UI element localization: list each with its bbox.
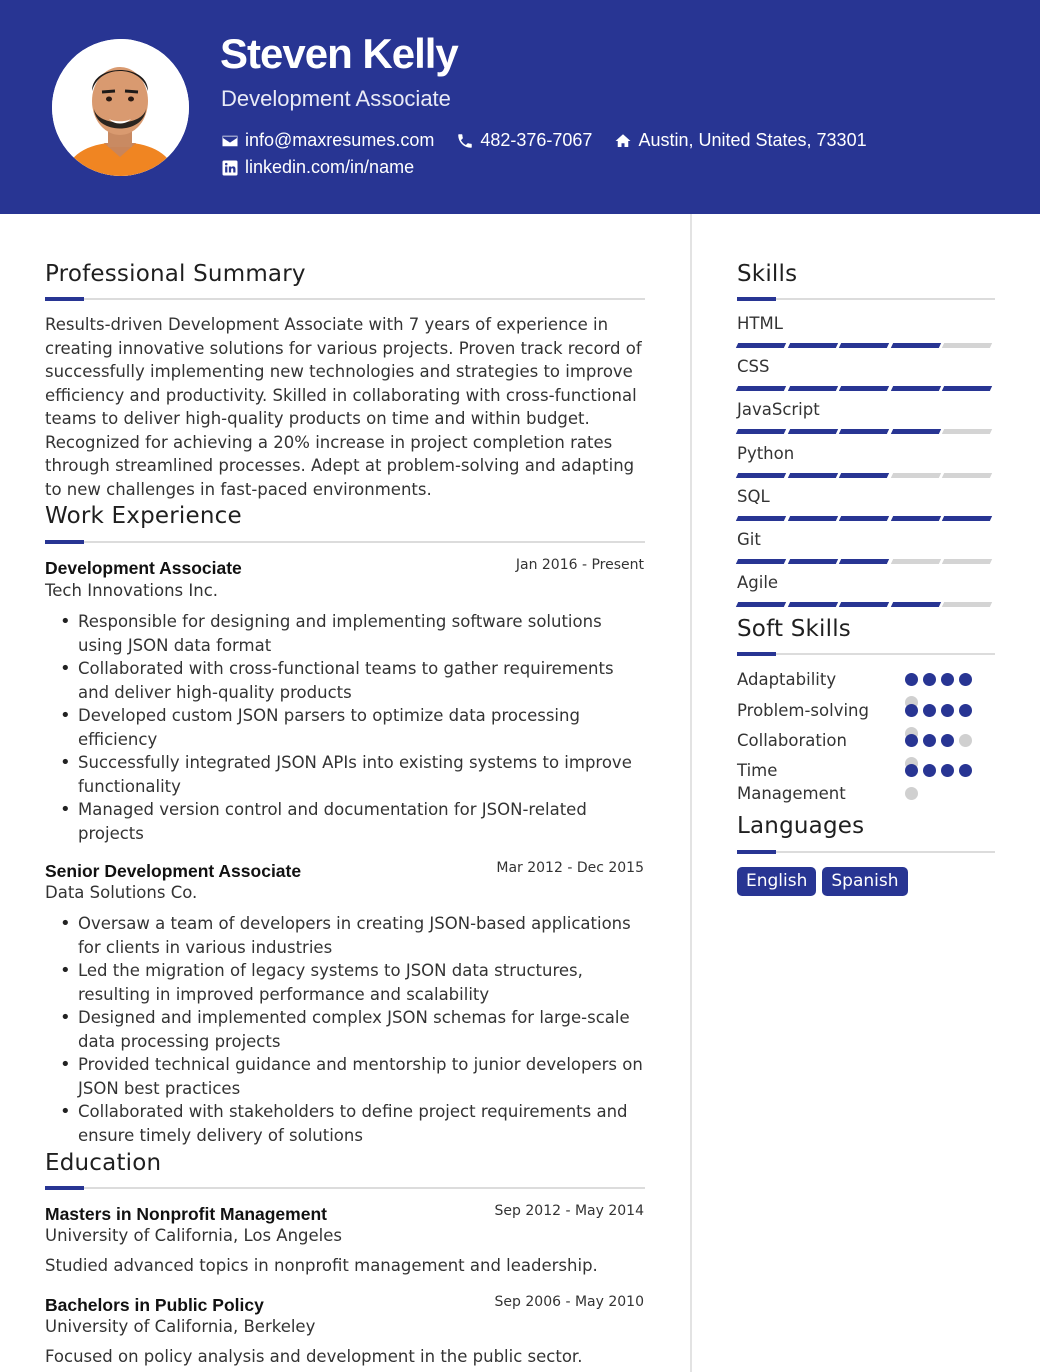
summary-heading: Professional Summary <box>45 261 306 287</box>
skill-level-bar <box>737 429 995 434</box>
skills-heading: Skills <box>737 261 798 287</box>
soft-skills-rule <box>737 653 995 655</box>
skill-level-segment <box>736 473 786 478</box>
rating-dot <box>941 673 954 686</box>
list-item: • Designed and implemented complex JSON schemas for large-scale data processing projects <box>58 1006 648 1053</box>
summary-rule <box>45 298 645 300</box>
job-title: Development Associate <box>45 558 242 578</box>
skill-level-segment <box>891 516 941 521</box>
skill-level-bar <box>737 559 995 564</box>
degree-title: Bachelors in Public Policy <box>45 1295 264 1315</box>
skill-level-segment <box>787 343 837 348</box>
location-text: Austin, United States, 73301 <box>638 130 867 150</box>
skill-level-segment <box>736 559 786 564</box>
linkedin-text: linkedin.com/in/name <box>245 157 415 177</box>
skill-level-segment <box>736 343 786 348</box>
rating-dot <box>959 704 972 717</box>
experience-heading: Work Experience <box>45 503 242 529</box>
job-title: Senior Development Associate <box>45 861 302 881</box>
rating-dot <box>941 704 954 717</box>
rating-dot <box>905 787 918 800</box>
skill-level-bar <box>737 343 995 348</box>
skill-level-segment <box>839 386 889 391</box>
soft-skill-rating <box>905 764 977 777</box>
skill-level-segment <box>736 386 786 391</box>
soft-skill-rating <box>905 673 977 686</box>
languages-heading: Languages <box>737 813 865 839</box>
rating-dot <box>905 734 918 747</box>
rating-dot <box>959 764 972 777</box>
list-item: • Oversaw a team of developers in creating JSON-based applications for clients in various industries <box>58 912 648 959</box>
skill-name: Python <box>737 444 795 463</box>
soft-skill-name: Problem-solving <box>737 701 869 720</box>
job-company: Tech Innovations Inc. <box>45 581 219 600</box>
skill-level-segment <box>942 473 992 478</box>
language-badges <box>737 867 914 896</box>
skill-name: JavaScript <box>737 400 820 419</box>
rating-dot <box>941 734 954 747</box>
email-text: info@maxresumes.com <box>245 130 435 150</box>
skill-level-segment <box>891 473 941 478</box>
phone-contact[interactable] <box>456 130 592 151</box>
rating-dot <box>959 673 972 686</box>
rating-dot <box>905 764 918 777</box>
contact-row <box>221 130 889 151</box>
contact-row-2 <box>221 157 436 178</box>
skill-level-segment <box>942 386 992 391</box>
soft-skill-name: Collaboration <box>737 731 847 750</box>
skill-level-segment <box>839 473 889 478</box>
rating-dot <box>923 764 936 777</box>
skill-name: Agile <box>737 573 779 592</box>
education-description: Studied advanced topics in nonprofit management and leadership. <box>45 1256 598 1275</box>
rating-dot <box>905 704 918 717</box>
education-date: Sep 2012 - May 2014 <box>494 1203 644 1219</box>
skill-level-segment <box>736 516 786 521</box>
home-icon <box>614 132 632 150</box>
skill-level-segment <box>787 473 837 478</box>
skill-level-segment <box>787 516 837 521</box>
skill-level-segment <box>787 429 837 434</box>
skill-level-segment <box>839 559 889 564</box>
list-item: • Collaborated with stakeholders to define project requirements and ensure timely delivery of solutions <box>58 1100 648 1147</box>
soft-skills-heading: Soft Skills <box>737 616 851 642</box>
skill-level-segment <box>942 429 992 434</box>
skill-level-segment <box>891 343 941 348</box>
list-item: • Collaborated with cross-functional teams to gather requirements and deliver high-quality products <box>58 657 648 704</box>
rating-dot <box>923 734 936 747</box>
skill-level-segment <box>787 602 837 607</box>
soft-skill-rating-overflow <box>905 787 923 800</box>
phone-icon <box>456 132 474 150</box>
rating-dot <box>923 673 936 686</box>
rating-dot <box>959 734 972 747</box>
list-item: • Successfully integrated JSON APIs into existing systems to improve functionality <box>58 751 648 798</box>
language-badge: Spanish <box>822 867 907 896</box>
school-name: University of California, Berkeley <box>45 1317 316 1336</box>
candidate-name: Steven Kelly <box>220 30 458 77</box>
skill-level-segment <box>942 602 992 607</box>
job-date: Jan 2016 - Present <box>515 557 644 573</box>
skill-level-segment <box>736 602 786 607</box>
skill-level-segment <box>787 386 837 391</box>
resume-header <box>0 0 1040 214</box>
skill-level-segment <box>891 602 941 607</box>
skill-level-segment <box>736 429 786 434</box>
skills-rule <box>737 298 995 300</box>
education-description: Focused on policy analysis and development in the public sector. <box>45 1347 583 1366</box>
skill-name: SQL <box>737 487 770 506</box>
soft-skill-rating <box>905 704 977 717</box>
languages-rule <box>737 851 995 853</box>
experience-rule <box>45 541 645 543</box>
skill-name: HTML <box>737 314 783 333</box>
education-heading: Education <box>45 1150 162 1176</box>
skill-level-segment <box>839 429 889 434</box>
list-item: • Managed version control and documentation for JSON-related projects <box>58 798 648 845</box>
rating-dot <box>923 704 936 717</box>
candidate-title: Development Associate <box>221 86 451 111</box>
language-badge: English <box>737 867 816 896</box>
education-rule <box>45 1187 645 1189</box>
job-company: Data Solutions Co. <box>45 883 198 902</box>
skill-level-segment <box>891 559 941 564</box>
skill-name: CSS <box>737 357 770 376</box>
list-item: • Provided technical guidance and mentorship to junior developers on JSON best practices <box>58 1053 648 1100</box>
list-item: • Led the migration of legacy systems to JSON data structures, resulting in improved performance and scalability <box>58 959 648 1006</box>
skill-level-segment <box>839 343 889 348</box>
list-item: • Developed custom JSON parsers to optimize data processing efficiency <box>58 704 648 751</box>
skill-name: Git <box>737 530 761 549</box>
skill-level-segment <box>839 602 889 607</box>
education-date: Sep 2006 - May 2010 <box>494 1294 644 1310</box>
skill-level-segment <box>839 516 889 521</box>
skill-level-bar <box>737 516 995 521</box>
location-contact <box>614 130 866 151</box>
job-bullets <box>58 912 648 1147</box>
rating-dot <box>905 673 918 686</box>
skill-level-segment <box>891 386 941 391</box>
job-date: Mar 2012 - Dec 2015 <box>496 860 644 876</box>
profile-photo <box>52 39 189 176</box>
column-divider <box>690 214 692 1372</box>
skill-level-segment <box>787 559 837 564</box>
job-bullets <box>58 610 648 845</box>
skill-level-bar <box>737 602 995 607</box>
skill-level-segment <box>942 559 992 564</box>
skill-level-segment <box>891 429 941 434</box>
summary-text: Results-driven Development Associate with 7 years of experience in creating innovative solutions for various projects. Proven track record of successfully implementing new technologies and strategies to improve efficiency and productivity. Skilled in collaborating with cross-functional teams to deliver high-quality products on time and within budget. Recognized for achieving a 20% increase in project completion rates through streamlined processes. Adept at problem-solving and adapting to new challenges in fast-paced environments. <box>45 315 642 499</box>
soft-skill-name: Adaptability <box>737 670 837 689</box>
phone-text: 482-376-7067 <box>480 130 593 150</box>
skill-level-segment <box>942 516 992 521</box>
school-name: University of California, Los Angeles <box>45 1226 343 1245</box>
linkedin-icon <box>221 159 239 177</box>
skill-level-bar <box>737 473 995 478</box>
skill-level-bar <box>737 386 995 391</box>
soft-skill-name: Time Management <box>737 761 846 803</box>
soft-skill-rating <box>905 734 977 747</box>
envelope-icon <box>221 132 239 150</box>
skill-level-segment <box>942 343 992 348</box>
degree-title: Masters in Nonprofit Management <box>45 1204 327 1224</box>
rating-dot <box>941 764 954 777</box>
email-contact[interactable] <box>221 130 434 151</box>
linkedin-contact[interactable] <box>221 157 414 178</box>
list-item: • Responsible for designing and implementing software solutions using JSON data format <box>58 610 648 657</box>
